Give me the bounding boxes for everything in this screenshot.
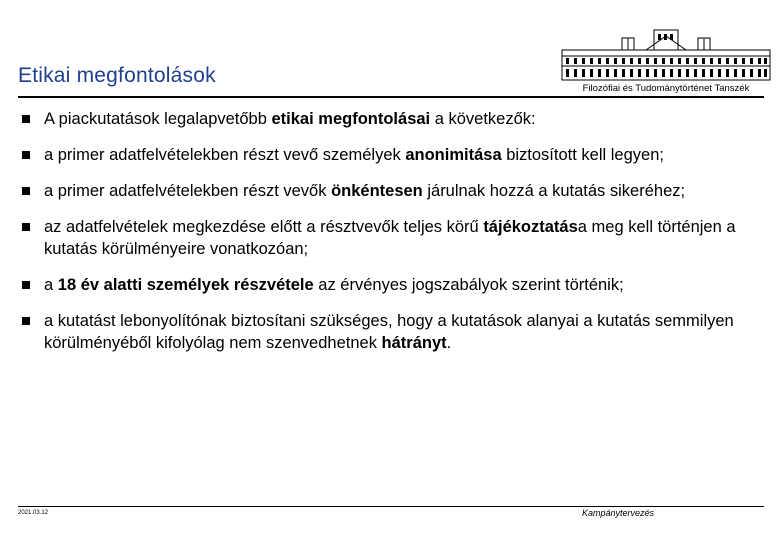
title-divider — [18, 96, 764, 98]
building-icon — [558, 26, 774, 82]
bullet-text: biztosított kell legyen; — [501, 146, 664, 164]
bullet-item — [22, 216, 762, 260]
bullet-text: a primer adatfelvételekben részt vevő személyek — [44, 146, 406, 164]
bullet-text: a meg kell történjen a kutatás körülményeire vonatkozóan; — [44, 218, 736, 258]
bullet-text: a következők: — [430, 110, 536, 128]
square-bullet-icon — [22, 223, 30, 231]
footer-date: 2021.03.12 — [18, 510, 49, 516]
department-logo — [558, 26, 774, 96]
slide-title: Etikai megfontolások — [18, 64, 216, 87]
bullet-text-bold: etikai megfontolásai — [271, 110, 431, 128]
square-bullet-icon — [22, 317, 30, 325]
bullet-text: a primer adatfelvételekben részt vevők — [44, 182, 332, 200]
bullet-text: az érvényes jogszabályok szerint történik; — [313, 276, 624, 294]
bullet-text-bold: tájékoztatás — [483, 218, 578, 236]
bullet-item — [22, 180, 762, 202]
bullet-item — [22, 274, 762, 296]
bullet-text: az adatfelvételek megkezdése előtt a résztvevők teljes körű — [44, 218, 484, 236]
bullet-text: . — [446, 334, 452, 352]
footer-course-title: Kampánytervezés — [582, 508, 655, 518]
bullet-text: a — [44, 276, 58, 294]
bullet-text-bold: 18 év alatti személyek részvétele — [57, 276, 314, 294]
square-bullet-icon — [22, 115, 30, 123]
bullet-list — [22, 108, 762, 368]
square-bullet-icon — [22, 151, 30, 159]
bullet-item — [22, 108, 762, 130]
logo-caption: Filozófiai és Tudománytörténet Tanszék — [582, 83, 750, 94]
bullet-text: a kutatást lebonyolítónak biztosítani szükséges, hogy a kutatások alanyai a kutatás semmilyen körülményéből kifolyólag nem szenvedhetnek — [44, 312, 734, 352]
footer-divider — [18, 506, 764, 507]
square-bullet-icon — [22, 281, 30, 289]
bullet-text-bold: anonimitása — [405, 146, 502, 164]
bullet-item — [22, 310, 762, 354]
bullet-text-bold: önkéntesen — [331, 182, 423, 200]
bullet-text-bold: hátrányt — [381, 334, 447, 352]
bullet-text: járulnak hozzá a kutatás sikeréhez; — [422, 182, 686, 200]
bullet-item — [22, 144, 762, 166]
bullet-text: A piackutatások legalapvetőbb — [44, 110, 272, 128]
square-bullet-icon — [22, 187, 30, 195]
